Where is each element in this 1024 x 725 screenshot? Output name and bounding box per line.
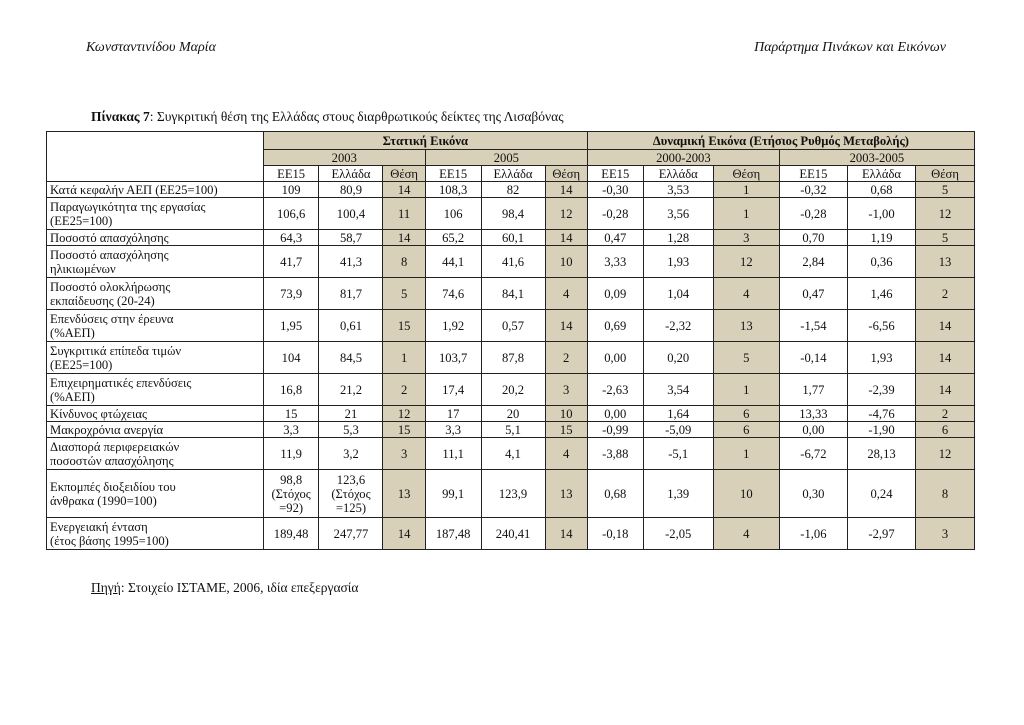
value-cell-line: (Στόχος bbox=[331, 486, 371, 501]
rank-cell: 3 bbox=[916, 518, 975, 550]
value-cell: 106 bbox=[425, 198, 481, 230]
value-cell: -1,90 bbox=[847, 422, 915, 438]
value-cell: 17 bbox=[425, 406, 481, 422]
table-caption-text: : Συγκριτική θέση της Ελλάδας στους διαρθρωτικούς δείκτες της Λισαβόνας bbox=[149, 109, 564, 124]
row-label-line: (έτος βάσης 1995=100) bbox=[50, 533, 169, 548]
row-label bbox=[47, 470, 264, 518]
column-header: Θέση bbox=[916, 166, 975, 182]
row-label-line: Μακροχρόνια ανεργία bbox=[50, 422, 164, 437]
column-header: Θέση bbox=[383, 166, 425, 182]
group-header-dynamic: Δυναμική Εικόνα (Ετήσιος Ρυθμός Μεταβολής) bbox=[587, 132, 974, 150]
period-header: 2005 bbox=[425, 150, 587, 166]
value-cell: -0,32 bbox=[779, 182, 847, 198]
period-header: 2003 bbox=[263, 150, 425, 166]
row-label-line: Επιχειρηματικές επενδύσεις bbox=[50, 375, 192, 390]
table-row bbox=[47, 198, 975, 230]
value-cell: 0,00 bbox=[587, 406, 643, 422]
table-row bbox=[47, 438, 975, 470]
value-cell: 0,09 bbox=[587, 278, 643, 310]
value-cell: -6,72 bbox=[779, 438, 847, 470]
rank-cell: 12 bbox=[916, 438, 975, 470]
column-header: Θέση bbox=[545, 166, 587, 182]
rank-cell: 15 bbox=[545, 422, 587, 438]
value-cell: 0,47 bbox=[779, 278, 847, 310]
value-cell: 1,93 bbox=[847, 342, 915, 374]
value-cell: -0,30 bbox=[587, 182, 643, 198]
value-cell: 4,1 bbox=[481, 438, 545, 470]
row-label-line: (ΕΕ25=100) bbox=[50, 357, 113, 372]
rank-cell: 12 bbox=[916, 198, 975, 230]
row-label-line: Ποσοστό απασχόλησης bbox=[50, 247, 169, 262]
value-cell: 44,1 bbox=[425, 246, 481, 278]
value-cell: 1,95 bbox=[263, 310, 319, 342]
value-cell: 11,1 bbox=[425, 438, 481, 470]
rank-cell: 14 bbox=[916, 374, 975, 406]
value-cell: 3,3 bbox=[263, 422, 319, 438]
rank-cell: 12 bbox=[545, 198, 587, 230]
value-cell: -1,00 bbox=[847, 198, 915, 230]
value-cell: 3,54 bbox=[643, 374, 713, 406]
table-row bbox=[47, 406, 975, 422]
column-header: ΕΕ15 bbox=[263, 166, 319, 182]
rank-cell: 1 bbox=[713, 438, 779, 470]
value-cell: 58,7 bbox=[319, 230, 383, 246]
page-header-author: Κωνσταντινίδου Μαρία bbox=[86, 40, 216, 55]
value-cell: 41,6 bbox=[481, 246, 545, 278]
rank-cell: 14 bbox=[916, 310, 975, 342]
row-label-line: (%ΑΕΠ) bbox=[50, 325, 95, 340]
value-cell: -0,18 bbox=[587, 518, 643, 550]
table-row bbox=[47, 470, 975, 518]
value-cell-line: 98,8 bbox=[280, 472, 303, 487]
value-cell: -4,76 bbox=[847, 406, 915, 422]
value-cell: 247,77 bbox=[319, 518, 383, 550]
table-caption bbox=[91, 109, 564, 125]
value-cell: -0,28 bbox=[587, 198, 643, 230]
value-cell bbox=[319, 470, 383, 518]
value-cell: 21,2 bbox=[319, 374, 383, 406]
rank-cell: 5 bbox=[383, 278, 425, 310]
value-cell: 74,6 bbox=[425, 278, 481, 310]
rank-cell: 10 bbox=[545, 406, 587, 422]
value-cell: 16,8 bbox=[263, 374, 319, 406]
value-cell: 0,24 bbox=[847, 470, 915, 518]
row-label-line: άνθρακα (1990=100) bbox=[50, 493, 157, 508]
rank-cell: 6 bbox=[916, 422, 975, 438]
rank-cell: 14 bbox=[383, 230, 425, 246]
rank-cell: 6 bbox=[713, 406, 779, 422]
rank-cell: 1 bbox=[383, 342, 425, 374]
value-cell: 3,3 bbox=[425, 422, 481, 438]
value-cell: 17,4 bbox=[425, 374, 481, 406]
value-cell: 103,7 bbox=[425, 342, 481, 374]
rank-cell: 10 bbox=[713, 470, 779, 518]
value-cell: 73,9 bbox=[263, 278, 319, 310]
value-cell: 84,1 bbox=[481, 278, 545, 310]
row-label bbox=[47, 310, 264, 342]
rank-cell: 3 bbox=[713, 230, 779, 246]
value-cell: 123,9 bbox=[481, 470, 545, 518]
row-label-line: (ΕΕ25=100) bbox=[50, 213, 113, 228]
rank-cell: 13 bbox=[383, 470, 425, 518]
value-cell: 0,61 bbox=[319, 310, 383, 342]
row-label-line: εκπαίδευσης (20-24) bbox=[50, 293, 155, 308]
rank-cell: 5 bbox=[916, 182, 975, 198]
source-label: Πηγή bbox=[91, 580, 121, 595]
rank-cell: 12 bbox=[713, 246, 779, 278]
page-header-section: Παράρτημα Πινάκων και Εικόνων bbox=[754, 40, 946, 55]
value-cell: -6,56 bbox=[847, 310, 915, 342]
value-cell: 15 bbox=[263, 406, 319, 422]
row-label bbox=[47, 422, 264, 438]
value-cell: -0,14 bbox=[779, 342, 847, 374]
row-label-line: Ενεργειακή ένταση bbox=[50, 519, 148, 534]
value-cell: 3,56 bbox=[643, 198, 713, 230]
row-label bbox=[47, 278, 264, 310]
row-label bbox=[47, 518, 264, 550]
value-cell: -3,88 bbox=[587, 438, 643, 470]
value-cell: 65,2 bbox=[425, 230, 481, 246]
value-cell: 0,00 bbox=[779, 422, 847, 438]
column-header: Ελλάδα bbox=[319, 166, 383, 182]
rank-cell: 6 bbox=[713, 422, 779, 438]
rank-cell: 15 bbox=[383, 310, 425, 342]
value-cell: 81,7 bbox=[319, 278, 383, 310]
value-cell: 41,3 bbox=[319, 246, 383, 278]
column-header: ΕΕ15 bbox=[779, 166, 847, 182]
rank-cell: 14 bbox=[545, 310, 587, 342]
row-label bbox=[47, 198, 264, 230]
row-label bbox=[47, 230, 264, 246]
row-label bbox=[47, 246, 264, 278]
value-cell: 99,1 bbox=[425, 470, 481, 518]
value-cell: 41,7 bbox=[263, 246, 319, 278]
value-cell bbox=[263, 470, 319, 518]
value-cell: -5,09 bbox=[643, 422, 713, 438]
value-cell: 106,6 bbox=[263, 198, 319, 230]
value-cell: -0,28 bbox=[779, 198, 847, 230]
value-cell: 1,28 bbox=[643, 230, 713, 246]
rank-cell: 14 bbox=[545, 182, 587, 198]
row-label-line: Παραγωγικότητα της εργασίας bbox=[50, 199, 206, 214]
rank-cell: 4 bbox=[713, 518, 779, 550]
value-cell: 87,8 bbox=[481, 342, 545, 374]
value-cell: 3,33 bbox=[587, 246, 643, 278]
rank-cell: 14 bbox=[545, 230, 587, 246]
row-label-line: Εκπομπές διοξειδίου του bbox=[50, 479, 176, 494]
value-cell: 0,47 bbox=[587, 230, 643, 246]
column-header: ΕΕ15 bbox=[425, 166, 481, 182]
value-cell: 108,3 bbox=[425, 182, 481, 198]
value-cell: 0,68 bbox=[847, 182, 915, 198]
lisbon-indicators-table bbox=[46, 131, 975, 550]
row-label-line: Ποσοστό απασχόλησης bbox=[50, 230, 169, 245]
table-row bbox=[47, 310, 975, 342]
rank-cell: 15 bbox=[383, 422, 425, 438]
value-cell: -0,99 bbox=[587, 422, 643, 438]
row-label-line: Διασπορά περιφερειακών bbox=[50, 439, 180, 454]
value-cell: 1,77 bbox=[779, 374, 847, 406]
rank-cell: 2 bbox=[545, 342, 587, 374]
row-label-line: (%ΑΕΠ) bbox=[50, 389, 95, 404]
value-cell: 5,1 bbox=[481, 422, 545, 438]
value-cell: -1,06 bbox=[779, 518, 847, 550]
value-cell: 1,64 bbox=[643, 406, 713, 422]
value-cell: 82 bbox=[481, 182, 545, 198]
column-header: ΕΕ15 bbox=[587, 166, 643, 182]
value-cell: 20,2 bbox=[481, 374, 545, 406]
value-cell-line: =92) bbox=[279, 500, 304, 515]
value-cell: -1,54 bbox=[779, 310, 847, 342]
value-cell: 3,2 bbox=[319, 438, 383, 470]
rank-cell: 14 bbox=[383, 182, 425, 198]
value-cell: 1,39 bbox=[643, 470, 713, 518]
value-cell: 20 bbox=[481, 406, 545, 422]
value-cell: 0,20 bbox=[643, 342, 713, 374]
value-cell-line: =125) bbox=[335, 500, 367, 515]
value-cell: 104 bbox=[263, 342, 319, 374]
row-label-line: Συγκριτικά επίπεδα τιμών bbox=[50, 343, 182, 358]
value-cell: 5,3 bbox=[319, 422, 383, 438]
source-text: : Στοιχείο ΙΣΤΑΜΕ, 2006, ιδία επεξεργασία bbox=[120, 580, 359, 595]
value-cell: -2,39 bbox=[847, 374, 915, 406]
value-cell: -2,32 bbox=[643, 310, 713, 342]
row-label-line: ηλικιωμένων bbox=[50, 261, 116, 276]
value-cell: 13,33 bbox=[779, 406, 847, 422]
rank-cell: 4 bbox=[545, 278, 587, 310]
value-cell: -2,63 bbox=[587, 374, 643, 406]
rank-cell: 5 bbox=[713, 342, 779, 374]
rank-cell: 3 bbox=[545, 374, 587, 406]
row-label-line: Ποσοστό ολοκλήρωσης bbox=[50, 279, 171, 294]
value-cell: -5,1 bbox=[643, 438, 713, 470]
rank-cell: 1 bbox=[713, 374, 779, 406]
value-cell: 3,53 bbox=[643, 182, 713, 198]
value-cell: 84,5 bbox=[319, 342, 383, 374]
rank-cell: 12 bbox=[383, 406, 425, 422]
column-header: Ελλάδα bbox=[847, 166, 915, 182]
value-cell: 98,4 bbox=[481, 198, 545, 230]
group-header-static: Στατική Εικόνα bbox=[263, 132, 587, 150]
value-cell: -2,97 bbox=[847, 518, 915, 550]
value-cell-line: 123,6 bbox=[336, 472, 366, 487]
table-body bbox=[47, 182, 975, 550]
value-cell: 1,19 bbox=[847, 230, 915, 246]
rank-cell: 8 bbox=[383, 246, 425, 278]
corner-cell bbox=[47, 132, 264, 182]
rank-cell: 13 bbox=[916, 246, 975, 278]
value-cell: 0,69 bbox=[587, 310, 643, 342]
row-label bbox=[47, 182, 264, 198]
column-header: Ελλάδα bbox=[481, 166, 545, 182]
period-header: 2003-2005 bbox=[779, 150, 974, 166]
value-cell: 21 bbox=[319, 406, 383, 422]
rank-cell: 13 bbox=[545, 470, 587, 518]
rank-cell: 5 bbox=[916, 230, 975, 246]
value-cell: 64,3 bbox=[263, 230, 319, 246]
table-row bbox=[47, 182, 975, 198]
value-cell: 1,92 bbox=[425, 310, 481, 342]
row-label bbox=[47, 406, 264, 422]
value-cell: 11,9 bbox=[263, 438, 319, 470]
row-label bbox=[47, 374, 264, 406]
rank-cell: 14 bbox=[916, 342, 975, 374]
rank-cell: 2 bbox=[916, 406, 975, 422]
rank-cell: 13 bbox=[713, 310, 779, 342]
rank-cell: 1 bbox=[713, 198, 779, 230]
table-row bbox=[47, 246, 975, 278]
value-cell: 0,57 bbox=[481, 310, 545, 342]
row-label bbox=[47, 438, 264, 470]
value-cell: 187,48 bbox=[425, 518, 481, 550]
rank-cell: 4 bbox=[713, 278, 779, 310]
table-row bbox=[47, 342, 975, 374]
rank-cell: 3 bbox=[383, 438, 425, 470]
table-row bbox=[47, 518, 975, 550]
rank-cell: 14 bbox=[383, 518, 425, 550]
value-cell: 60,1 bbox=[481, 230, 545, 246]
value-cell: 0,36 bbox=[847, 246, 915, 278]
rank-cell: 2 bbox=[383, 374, 425, 406]
rank-cell: 11 bbox=[383, 198, 425, 230]
value-cell: 100,4 bbox=[319, 198, 383, 230]
rank-cell: 8 bbox=[916, 470, 975, 518]
rank-cell: 14 bbox=[545, 518, 587, 550]
value-cell: 189,48 bbox=[263, 518, 319, 550]
value-cell: 2,84 bbox=[779, 246, 847, 278]
value-cell: 0,68 bbox=[587, 470, 643, 518]
table-caption-label: Πίνακας 7 bbox=[91, 109, 150, 124]
rank-cell: 2 bbox=[916, 278, 975, 310]
rank-cell: 10 bbox=[545, 246, 587, 278]
value-cell: 240,41 bbox=[481, 518, 545, 550]
value-cell: 1,46 bbox=[847, 278, 915, 310]
row-label-line: Κίνδυνος φτώχειας bbox=[50, 406, 147, 421]
value-cell: 0,00 bbox=[587, 342, 643, 374]
rank-cell: 4 bbox=[545, 438, 587, 470]
column-header: Θέση bbox=[713, 166, 779, 182]
table-source bbox=[91, 580, 359, 596]
row-label-line: Επενδύσεις στην έρευνα bbox=[50, 311, 174, 326]
value-cell: 1,04 bbox=[643, 278, 713, 310]
rank-cell: 1 bbox=[713, 182, 779, 198]
column-header: Ελλάδα bbox=[643, 166, 713, 182]
value-cell: 80,9 bbox=[319, 182, 383, 198]
table-row bbox=[47, 230, 975, 246]
table-row bbox=[47, 374, 975, 406]
row-label-line: ποσοστών απασχόλησης bbox=[50, 453, 174, 468]
value-cell: 28,13 bbox=[847, 438, 915, 470]
value-cell: 0,70 bbox=[779, 230, 847, 246]
row-label-line: Κατά κεφαλήν ΑΕΠ (ΕΕ25=100) bbox=[50, 182, 218, 197]
table-row bbox=[47, 422, 975, 438]
row-label bbox=[47, 342, 264, 374]
value-cell: 109 bbox=[263, 182, 319, 198]
value-cell: 0,30 bbox=[779, 470, 847, 518]
value-cell: -2,05 bbox=[643, 518, 713, 550]
value-cell-line: (Στόχος bbox=[271, 486, 311, 501]
value-cell: 1,93 bbox=[643, 246, 713, 278]
period-header: 2000-2003 bbox=[587, 150, 779, 166]
table-row bbox=[47, 278, 975, 310]
